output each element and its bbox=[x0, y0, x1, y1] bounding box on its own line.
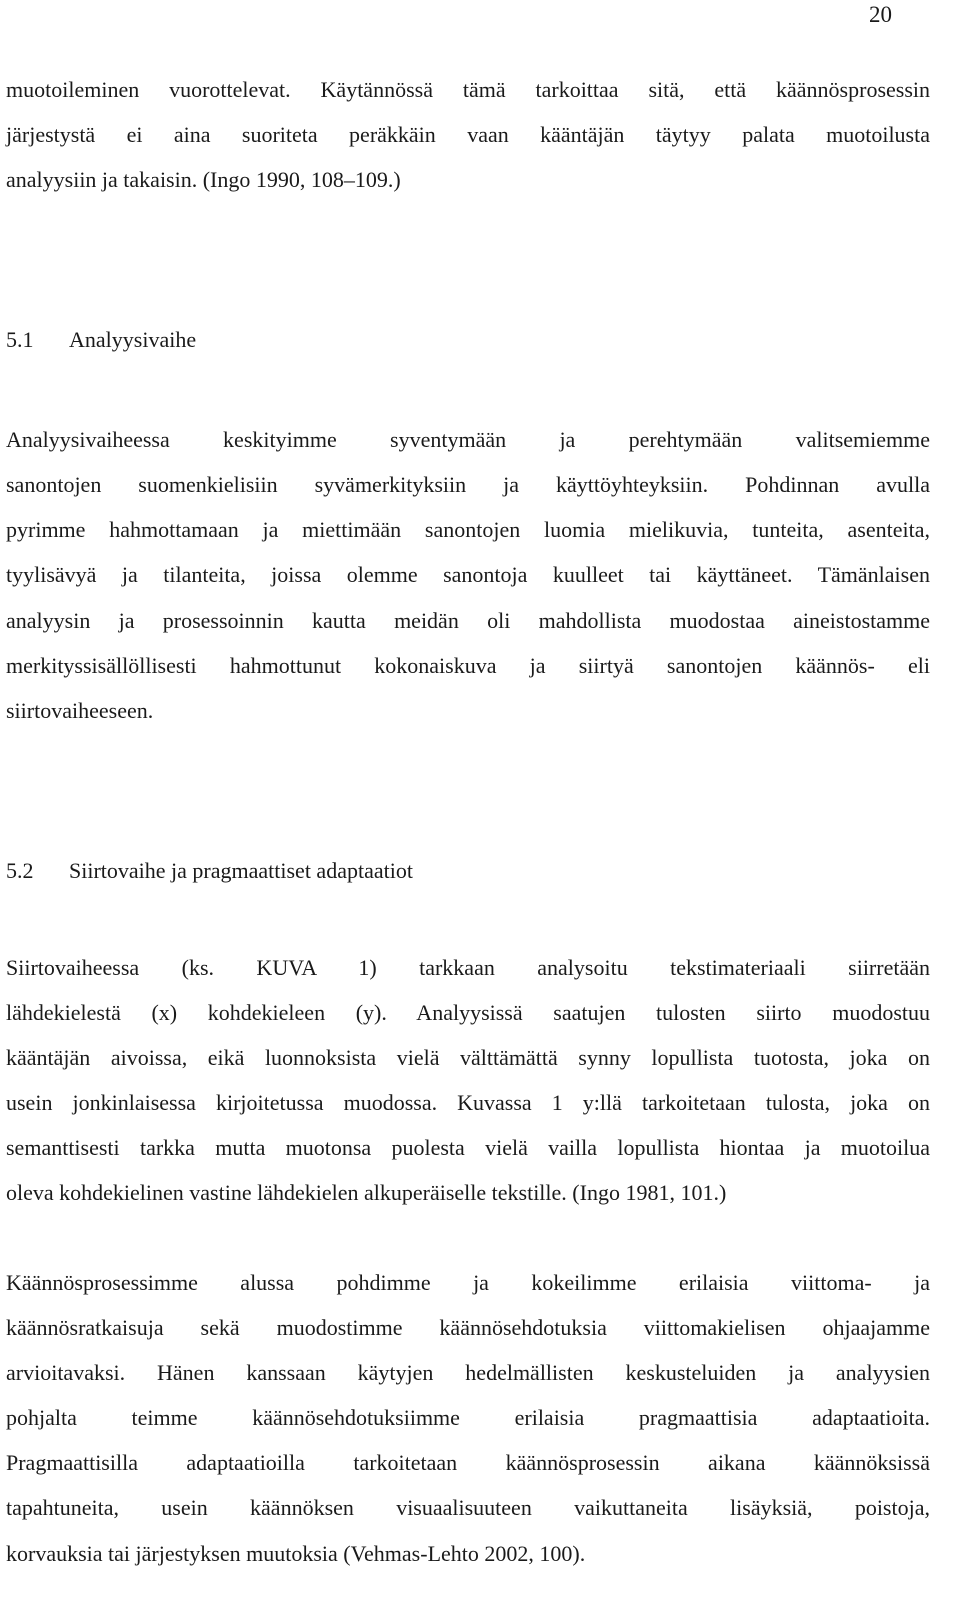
section-5-1-line-5: analyysin ja prosessoinnin kautta meidän oli mahdollista muodostaa aineistostamme bbox=[6, 608, 930, 633]
intro-line-2: järjestystä ei aina suoriteta peräkkäin vaan kääntäjän täytyy palata muotoilusta bbox=[6, 122, 930, 147]
section-5-2-p2-line-6: tapahtuneita, usein käännöksen visuaalisuuteen vaikuttaneita lisäyksiä, poistoja, bbox=[6, 1495, 930, 1520]
section-5-2-p2-line-7: korvauksia tai järjestyksen muutoksia (Vehmas-Lehto 2002, 100). bbox=[6, 1541, 586, 1566]
section-5-1-line-7: siirtovaiheeseen. bbox=[6, 698, 154, 723]
section-5-2-p1-line-2: lähdekielestä (x) kohdekieleen (y). Analyysissä saatujen tulosten siirto muodostuu bbox=[6, 1000, 930, 1025]
section-5-2-number: 5.2 bbox=[6, 858, 34, 883]
section-5-1-number: 5.1 bbox=[6, 327, 34, 352]
section-5-2-heading bbox=[6, 856, 413, 886]
section-5-1-line-6: merkityssisällöllisesti hahmottunut kokonaiskuva ja siirtyä sanontojen käännös- eli bbox=[6, 653, 930, 678]
section-5-1-line-4: tyylisävyä ja tilanteita, joissa olemme sanontoja kuulleet tai käyttäneet. Tämänlaisen bbox=[6, 562, 930, 587]
section-5-2-p1-line-1: Siirtovaiheessa (ks. KUVA 1) tarkkaan analysoitu tekstimateriaali siirretään bbox=[6, 955, 930, 980]
section-5-1-line-2: sanontojen suomenkielisiin syvämerkityksiin ja käyttöyhteyksiin. Pohdinnan avulla bbox=[6, 472, 930, 497]
section-5-2-p2-line-5: Pragmaattisilla adaptaatioilla tarkoitetaan käännösprosessin aikana käännöksissä bbox=[6, 1450, 930, 1475]
section-5-1-line-1: Analyysivaiheessa keskityimme syventymään ja perehtymään valitsemiemme bbox=[6, 427, 930, 452]
section-5-2-p1-line-3: kääntäjän aivoissa, eikä luonnoksista vielä välttämättä synny lopullista tuotosta, joka on bbox=[6, 1045, 930, 1070]
intro-line-3: analyysiin ja takaisin. (Ingo 1990, 108–109.) bbox=[6, 167, 401, 192]
section-5-2-p1-line-5: semanttisesti tarkka mutta muotonsa puolesta vielä vailla lopullista hiontaa ja muotoilua bbox=[6, 1135, 930, 1160]
section-5-1-line-3: pyrimme hahmottamaan ja miettimään sanontojen luomia mielikuvia, tunteita, asenteita, bbox=[6, 517, 930, 542]
section-5-2-p2-line-3: arvioitavaksi. Hänen kanssaan käytyjen hedelmällisten keskusteluiden ja analyysien bbox=[6, 1360, 930, 1385]
section-5-1-title: Analyysivaihe bbox=[69, 327, 197, 352]
section-5-2-p2-line-1: Käännösprosessimme alussa pohdimme ja kokeilimme erilaisia viittoma- ja bbox=[6, 1270, 930, 1295]
section-5-2-p1-line-6: oleva kohdekielinen vastine lähdekielen alkuperäiselle tekstille. (Ingo 1981, 101.) bbox=[6, 1180, 727, 1205]
section-5-2-p2-line-2: käännösratkaisuja sekä muodostimme käännösehdotuksia viittomakielisen ohjaajamme bbox=[6, 1315, 930, 1340]
intro-line-1: muotoileminen vuorottelevat. Käytännössä tämä tarkoittaa sitä, että käännösprosessin bbox=[6, 77, 930, 102]
page-number: 20 bbox=[869, 2, 892, 27]
section-5-2-title: Siirtovaihe ja pragmaattiset adaptaatiot bbox=[69, 858, 413, 883]
section-5-2-p2-line-4: pohjalta teimme käännösehdotuksiimme erilaisia pragmaattisia adaptaatioita. bbox=[6, 1405, 930, 1430]
section-5-1-heading bbox=[6, 325, 196, 355]
section-5-2-p1-line-4: usein jonkinlaisessa kirjoitetussa muodossa. Kuvassa 1 y:llä tarkoitetaan tulosta, joka on bbox=[6, 1090, 930, 1115]
